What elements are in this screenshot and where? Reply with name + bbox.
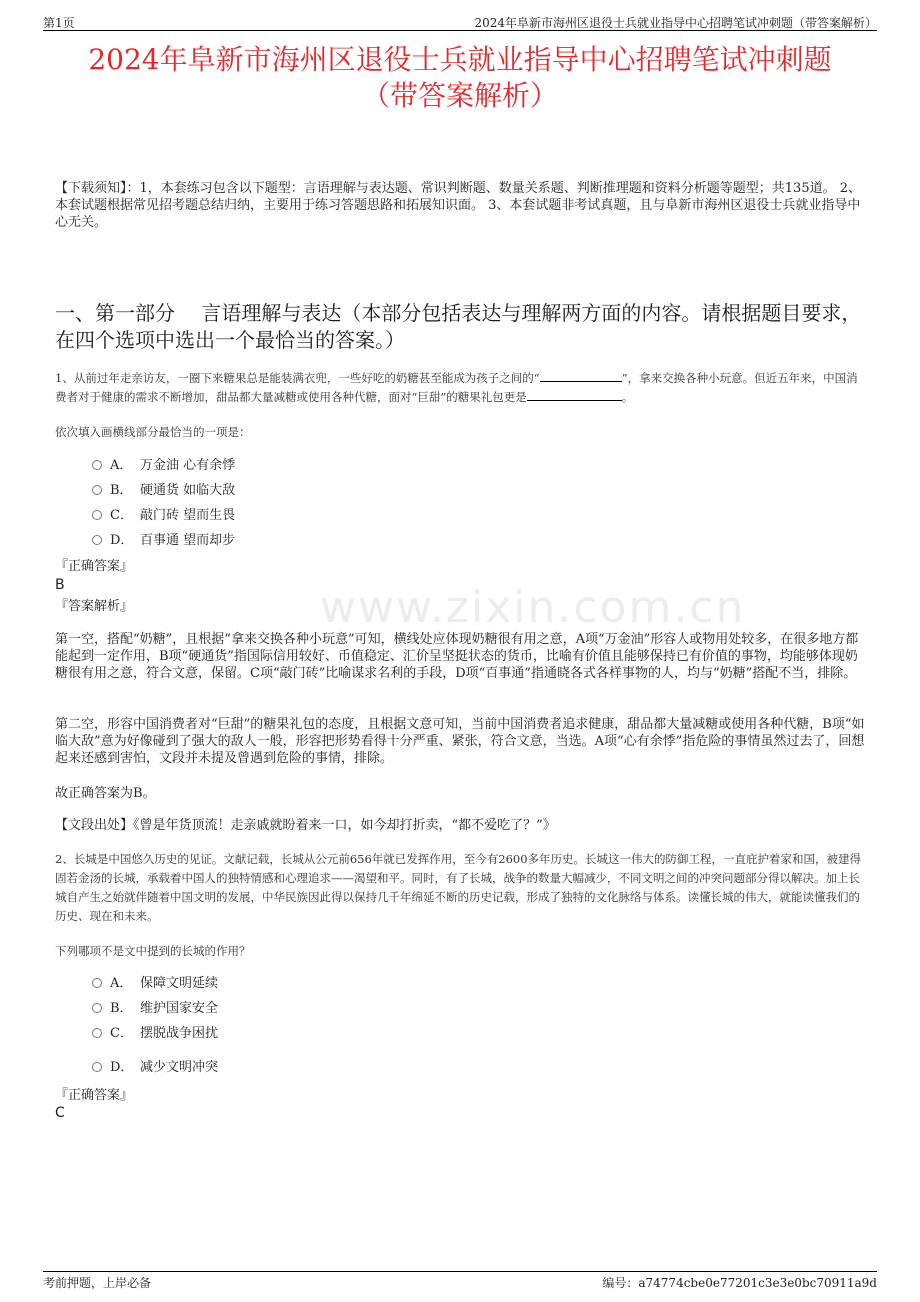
download-notice: 【下载须知】：1，本套练习包含以下题型：言语理解与表达题、常识判断题、数量关系题、判断推理题和资料分析题等题型；共135道。 2、本套试题根据常见招考题总结归纳，主要用于练习答题思路和拓展知识面。 3、本套试题非考试真题，且与阜新市海州区退役士兵就业指导中心无关。 [55,181,861,230]
q1-option-b[interactable]: B． 硬通货 如临大敌 [92,482,235,500]
question-1-prompt: 依次填入画横线部分最恰当的一项是： [55,425,251,439]
q1-analysis-label: 『答案解析』 [55,599,134,614]
blank-1 [540,369,622,382]
q2-option-b[interactable]: B． 维护国家安全 [92,1000,218,1018]
radio-icon[interactable] [92,535,102,545]
blank-2 [527,388,622,401]
radio-icon[interactable] [92,1003,102,1013]
page-footer [43,1271,877,1290]
radio-icon[interactable] [92,510,102,520]
question-2-text: 2、长城是中国悠久历史的见证。文献记载，长城从公元前656年就已发挥作用，至今有2600多年历史。长城这一伟大的防御工程，一直庇护着家和国，被建得固若金汤的长城，承载着中国人的独特情感和心理追求——渴望和平。同时，有了长城，战争的数量大幅减少，不同文明之间的冲突问题部分得以解决。加上长城自产生之始就伴随着中国文明的发展，中华民族因此得以保持几千年绵延不断的历史记载，形成了独特的文化脉络与体系。读懂长城的伟大，就能读懂我们的历史、现在和未来。 [55,852,862,923]
q2-option-d[interactable]: D． 减少文明冲突 [92,1059,218,1077]
q1-conclusion: 故正确答案为B。 [55,786,156,801]
q1-option-c[interactable]: C． 敲门砖 望而生畏 [92,507,235,525]
q2-option-c[interactable]: C． 摆脱战争困扰 [92,1025,218,1043]
page-header [43,12,877,31]
title-line-2: （带答案解析） [361,79,558,112]
radio-icon[interactable] [92,1028,102,1038]
page-number: 第1页 [43,16,75,30]
question-2-prompt: 下列哪项不是文中提到的长城的作用？ [55,944,251,958]
q2-answer: C [55,1105,65,1121]
q1-analysis-paragraph-2: 第二空，形容中国消费者对“巨甜”的糖果礼包的态度，且根据文意可知，当前中国消费者追求健康，甜品都大量减糖或使用各种代糖，B项“如临大敌”意为好像碰到了强大的敌人一般，形容把形势看得十分严重、紧张，符合文意，当选。A项“心有余悸”指危险的事情虽然过去了，回想起来还感到害怕，文段并未提及曾遇到危险的事情，排除。 [55,717,865,766]
document-title [40,42,880,114]
footer-slogan: 考前押题，上岸必备 [43,1276,152,1290]
radio-icon[interactable] [92,1062,102,1072]
radio-icon[interactable] [92,978,102,988]
q1-answer: B [55,577,65,593]
section-title: 一、第一部分 言语理解与表达（本部分包括表达与理解两方面的内容。请根据题目要求，在四个选项中选出一个最恰当的答案。） [55,301,862,352]
q2-option-a[interactable]: A． 保障文明延续 [92,975,218,993]
q2-answer-label: 『正确答案』 [55,1088,134,1103]
q1-answer-label: 『正确答案』 [55,559,134,574]
watermark: www.zixin.com.cn [320,582,746,633]
q1-option-d[interactable]: D． 百事通 望而却步 [92,532,235,550]
header-doc-title: 2024年阜新市海州区退役士兵就业指导中心招聘笔试冲刺题（带答案解析） [474,16,877,30]
q1-analysis-paragraph-1: 第一空，搭配“奶糖”，且根据“拿来交换各种小玩意”可知，横线处应体现奶糖很有用之意，A项“万金油”形容人或物用处较多，在很多地方都能起到一定作用，B项“硬通货”指国际信用较好、币值稳定、汇价呈坚挺状态的货币，比喻有价值且能够保持已有价值的事物，均能够体现奶糖很有用之意，符合文意，保留。C项“敲门砖”比喻谋求名利的手段，D项“百事通”指通晓各式各样事物的人，均与“奶糖”搭配不当，排除。 [55,632,859,681]
title-line-1: 2024年阜新市海州区退役士兵就业指导中心招聘笔试冲刺题 [88,43,832,76]
footer-doc-id: 编号：a74774cbe0e77201c3e3e0bc70911a9d [602,1276,877,1290]
question-1-text: 1、从前过年走亲访友，一圈下来糖果总是能装满衣兜，一些好吃的奶糖甚至能成为孩子之间的“ ”，拿来交换各种小玩意。但近五年来，中国消费者对于健康的需求不断增加，甜品都大量减糖或使用各种代糖，面对“巨甜”的糖果礼包更是 。 [55,371,858,404]
radio-icon[interactable] [92,485,102,495]
radio-icon[interactable] [92,460,102,470]
q1-source: 【文段出处】《曾是年货顶流！走亲戚就盼着来一口，如今却打折卖，“都不爱吃了？”》 [55,818,556,833]
q1-option-a[interactable]: A． 万金油 心有余悸 [92,457,235,475]
